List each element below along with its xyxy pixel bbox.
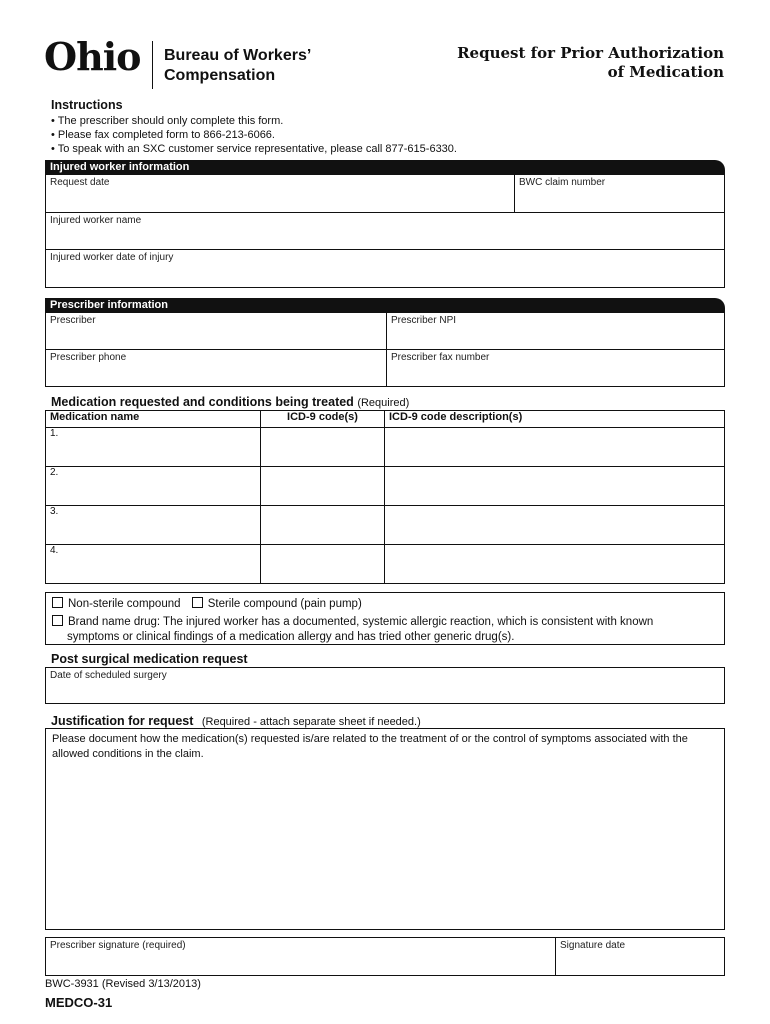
ohio-logo: Ohio [44, 34, 141, 79]
instruction-item: • Please fax completed form to 866-213-6066. [51, 129, 275, 141]
date-of-injury-field[interactable]: Injured worker date of injury [45, 249, 725, 288]
medication-table [45, 410, 725, 584]
medication-name-cell[interactable]: 3. [46, 506, 261, 545]
instructions-heading: Instructions [51, 98, 123, 112]
injured-worker-heading: Injured worker information [45, 160, 725, 174]
justification-heading: Justification for request (Required - attach separate sheet if needed.) [51, 714, 421, 728]
claim-number-field[interactable]: BWC claim number [514, 174, 725, 213]
col-icd-code: ICD-9 code(s) [261, 411, 385, 428]
medication-heading: Medication requested and conditions being treated (Required) [51, 395, 410, 409]
form-number: BWC-3931 (Revised 3/13/2013) [45, 978, 201, 990]
col-icd-description: ICD-9 code description(s) [385, 411, 725, 428]
prescriber-fax-field[interactable]: Prescriber fax number [386, 349, 725, 387]
form-title: Request for Prior Authorization of Medication [457, 44, 724, 81]
table-row [46, 467, 725, 506]
surgery-date-field[interactable]: Date of scheduled surgery [45, 667, 725, 704]
prescriber-phone-field[interactable]: Prescriber phone [45, 349, 387, 387]
sterile-checkbox[interactable] [192, 597, 203, 608]
icd-description-cell[interactable] [385, 506, 725, 545]
signature-date-field[interactable]: Signature date [555, 937, 725, 976]
prescriber-heading: Prescriber information [45, 298, 725, 312]
icd-code-cell[interactable] [261, 428, 385, 467]
table-row [46, 545, 725, 584]
medication-name-cell[interactable]: 1. [46, 428, 261, 467]
logo-divider [152, 41, 153, 89]
agency-name: Bureau of Workers’ Compensation [164, 47, 312, 84]
request-date-field[interactable]: Request date [45, 174, 515, 213]
table-row [46, 506, 725, 545]
worker-name-field[interactable]: Injured worker name [45, 212, 725, 250]
prescriber-signature-field[interactable]: Prescriber signature (required) [45, 937, 556, 976]
brand-name-checkbox[interactable] [52, 615, 63, 626]
icd-description-cell[interactable] [385, 428, 725, 467]
non-sterile-checkbox[interactable] [52, 597, 63, 608]
table-row [46, 428, 725, 467]
instruction-item: • To speak with an SXC customer service representative, please call 877-615-6330. [51, 143, 457, 155]
form-code: MEDCO-31 [45, 995, 113, 1010]
icd-code-cell[interactable] [261, 545, 385, 584]
col-medication-name: Medication name [46, 411, 261, 428]
compound-options: Non-sterile compound Sterile compound (pain pump) Brand name drug: The injured worker has a documented, systemic allergic reaction, which is consistent with known symptoms or clinical findings of a medication allergy and has tried other generic drug(s). [45, 592, 725, 645]
prescriber-field[interactable]: Prescriber [45, 312, 387, 350]
icd-description-cell[interactable] [385, 467, 725, 506]
prescriber-npi-field[interactable]: Prescriber NPI [386, 312, 725, 350]
icd-description-cell[interactable] [385, 545, 725, 584]
icd-code-cell[interactable] [261, 506, 385, 545]
medication-name-cell[interactable]: 4. [46, 545, 261, 584]
post-surgical-heading: Post surgical medication request [51, 652, 248, 666]
justification-textarea[interactable]: Please document how the medication(s) requested is/are related to the treatment of or the control of symptoms associated with the allowed conditions in the claim. [45, 728, 725, 930]
instructions [51, 98, 457, 156]
medication-name-cell[interactable]: 2. [46, 467, 261, 506]
icd-code-cell[interactable] [261, 467, 385, 506]
instruction-item: • The prescriber should only complete this form. [51, 115, 284, 127]
